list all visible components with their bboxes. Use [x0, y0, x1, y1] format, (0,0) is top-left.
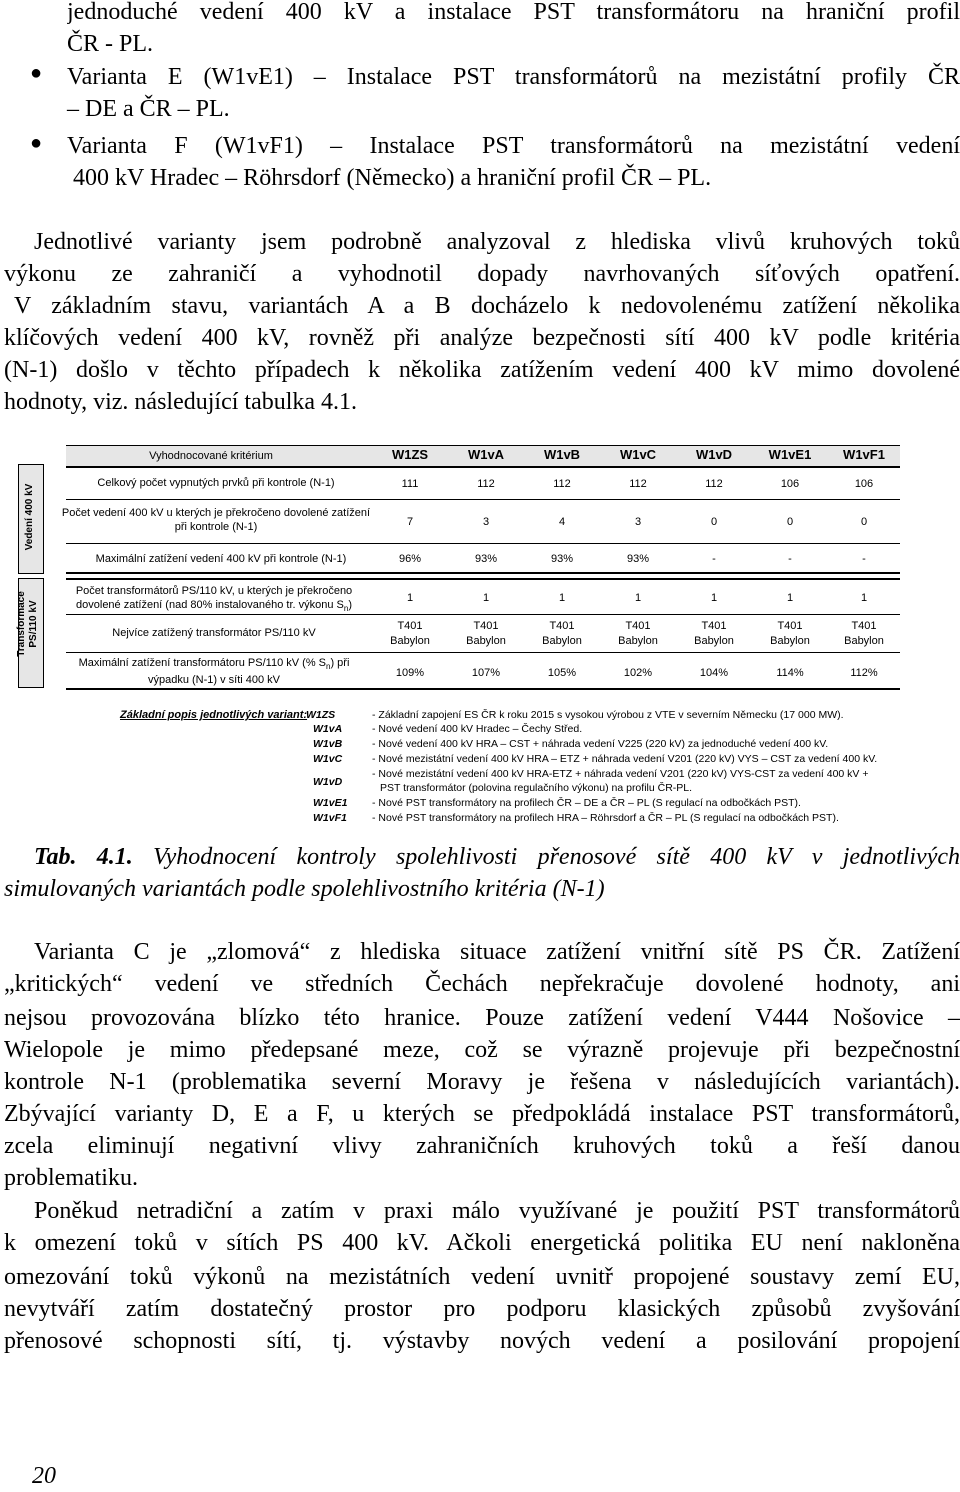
- group-label-transformace: Transformace: [16, 591, 27, 657]
- legend-text: - Nové mezistátní vedení 400 kV HRA – ETZ + náhrada vedení V201 (220 kV) VYS – CST za vedení 400 kV.: [372, 753, 878, 765]
- legend-text: - Nové mezistátní vedení 400 kV HRA-ETZ + náhrada vedení V201 (220 kV) VYS-CST za vedení 400 kV +: [372, 768, 869, 780]
- legend-key: W1vA: [313, 723, 343, 735]
- table-cell: 0: [860, 516, 868, 528]
- legend-text: - Nové vedení 400 kV Hradec – Čechy Střed.: [372, 723, 583, 735]
- table-cell: T401: [851, 620, 877, 632]
- column-header: W1vA: [467, 447, 505, 462]
- bullet-icon: ●: [30, 62, 43, 84]
- row-label-cont: při kontrole (N-1): [174, 521, 258, 533]
- paragraph-line: (N-1) došlo v těchto případech k několika zatížením vedení 400 kV mimo dovolené: [4, 357, 960, 383]
- paragraph-line: kontrole N-1 (problematika severní Moravy je řešena v následujících variantách).: [4, 1069, 960, 1095]
- paragraph-line: problematiku.: [4, 1165, 138, 1191]
- table-cell: 114%: [776, 667, 804, 679]
- row-divider: [66, 572, 900, 574]
- paragraph-line: přenosové schopnosti sítí, tj. výstavby nových vedení a posilování propojení: [4, 1328, 960, 1354]
- paragraph-line: Wielopole je mimo předepsané meze, což se výrazně projevuje při bezpečnostní: [4, 1037, 960, 1063]
- legend-key: W1vD: [313, 776, 343, 788]
- row-divider: [66, 652, 900, 653]
- table-cell: 1: [710, 592, 718, 604]
- paragraph-line: hodnoty, viz. následující tabulka 4.1.: [4, 389, 358, 415]
- column-header: W1vB: [543, 447, 581, 462]
- table-cell: -: [788, 553, 792, 565]
- table-cell: 105%: [547, 667, 577, 679]
- table-cell: 1: [482, 592, 490, 604]
- table-cell: Babylon: [770, 635, 810, 647]
- table-cell: 106: [854, 478, 874, 490]
- table-cell: 111: [401, 478, 419, 490]
- table-cell: T401: [701, 620, 727, 632]
- table-cell: Babylon: [466, 635, 506, 647]
- table-cell: 3: [482, 516, 490, 528]
- paragraph-line: k omezení toků v sítích PS 400 kV. Ačkoli energetická politika EU není nakloněna: [4, 1230, 960, 1256]
- table-cell: Babylon: [844, 635, 884, 647]
- table-cell: -: [862, 553, 866, 565]
- bullet-variant-f: Varianta F (W1vF1) – Instalace PST transformátorů na mezistátní vedení: [67, 133, 960, 159]
- paragraph-line: „kritických“ vedení ve středních Čechách nepřekračuje dovolené hodnoty, ani: [4, 971, 960, 997]
- bullet-variant-e: Varianta E (W1vE1) – Instalace PST transformátorů na mezistátní profily ČR: [67, 64, 960, 90]
- paragraph-line: Poněkud netradiční a zatím v praxi málo využívané je použití PST transformátorů: [34, 1198, 960, 1224]
- table-cell: Babylon: [618, 635, 658, 647]
- table-cell: 112: [553, 478, 571, 490]
- paragraph-line: omezování toků výkonů na mezistátních vedení uvnitř propojené soustavy zemí EU,: [4, 1264, 960, 1290]
- paragraph-line: V základním stavu, variantách A a B docházelo k nedovolenému zatížení několika: [14, 293, 960, 319]
- legend-text: - Základní zapojení ES ČR k roku 2015 s vysokou výrobou z VTE v severním Německu (17 000 MW).: [372, 709, 844, 721]
- row-divider: [66, 543, 900, 544]
- bullet-variant-e-cont: – DE a ČR – PL.: [67, 96, 230, 122]
- row-label: [56, 656, 372, 674]
- table-cell: 3: [634, 516, 642, 528]
- table-cell: 96%: [398, 553, 422, 565]
- table-cell: 93%: [550, 553, 574, 565]
- row-label: Počet transformátorů PS/110 kV, u kterých je překročeno: [75, 585, 353, 597]
- table-cell: 112%: [850, 667, 878, 679]
- table-cell: Babylon: [542, 635, 582, 647]
- legend-key: W1vC: [313, 753, 343, 765]
- row-label-sub: n: [343, 604, 349, 614]
- table-cell: T401: [625, 620, 651, 632]
- table-caption: [34, 841, 960, 873]
- table-cell: 102%: [623, 667, 653, 679]
- table-cell: 1: [558, 592, 566, 604]
- table-cell: Babylon: [694, 635, 734, 647]
- paragraph-line: výkonu ze zahraničí a vyhodnotil dopady navrhovaných síťových opatření.: [4, 261, 960, 287]
- legend-key: W1vF1: [313, 812, 347, 824]
- row-label-tail: ): [348, 599, 352, 611]
- legend-key: W1vB: [313, 738, 343, 750]
- table-cell: 4: [558, 516, 566, 528]
- table-cell: 1: [786, 592, 794, 604]
- table-cell: 1: [406, 592, 414, 604]
- legend-text: - Nové PST transformátory na profilech ČR – DE a ČR – PL (S regulací na odbočkách PST).: [372, 797, 801, 809]
- column-header: W1vF1: [843, 447, 885, 462]
- table-cell: 0: [710, 516, 718, 528]
- table-cell: T401: [777, 620, 803, 632]
- row-divider: [66, 499, 900, 500]
- paragraph-line: Jednotlivé varianty jsem podrobně analyzoval z hlediska vlivů kruhových toků: [34, 229, 960, 255]
- page-number: 20: [32, 1463, 56, 1489]
- legend-key: W1vE1: [313, 797, 348, 809]
- table-caption-cont: simulovaných variantách podle spolehlivostního kritéria (N-1): [4, 876, 605, 902]
- table-cell: 104%: [699, 667, 729, 679]
- row-label: Počet vedení 400 kV u kterých je překročeno dovolené zatížení: [61, 507, 371, 519]
- group-label-vedeni: Vedení 400 kV: [24, 483, 35, 551]
- row-label-tail: ) při: [330, 657, 350, 669]
- row-label: Celkový počet vypnutých prvků při kontrole (N-1): [97, 477, 335, 489]
- legend-title: Základní popis jednotlivých variant:: [120, 709, 308, 721]
- table-cell: 106: [780, 478, 800, 490]
- list-text-line: ČR - PL.: [67, 31, 154, 57]
- criterion-header: Vyhodnocované kritérium: [149, 450, 273, 462]
- bullet-variant-f-cont: 400 kV Hradec – Röhrsdorf (Německo) a hraniční profil ČR – PL.: [73, 165, 712, 191]
- row-label: Nejvíce zatížený transformátor PS/110 kV: [112, 627, 316, 639]
- paragraph-line: nejsou provozována blízko této hranice. Pouze zatížení vedení V444 Nošovice –: [4, 1005, 960, 1031]
- paragraph-line: nevytváří zatím dostatečný prostor pro podporu klasických způsobů zvyšování: [4, 1296, 960, 1322]
- column-header: W1vC: [619, 447, 657, 462]
- caption-label: Tab. 4.1.: [34, 844, 133, 870]
- table-cell: -: [712, 553, 716, 565]
- legend-text: - Nové PST transformátory na profilech HRA – Röhrsdorf a ČR – PL (S regulací na odbočkách PST).: [372, 812, 839, 824]
- row-label-cont: výpadku (N-1) v síti 400 kV: [147, 674, 281, 686]
- table-cell: T401: [473, 620, 499, 632]
- table-cell: T401: [549, 620, 575, 632]
- table-cell: 7: [406, 516, 414, 528]
- table-cell: 109%: [395, 667, 425, 679]
- table-cell: 93%: [626, 553, 650, 565]
- table-cell: 112: [629, 478, 647, 490]
- legend-key: W1ZS: [306, 709, 336, 721]
- table-cell: Babylon: [390, 635, 430, 647]
- legend-text: - Nové vedení 400 kV HRA – CST + náhrada vedení V225 (220 kV) za jednoduché vedení 400 kV.: [372, 738, 829, 750]
- row-divider: [66, 688, 900, 690]
- table-cell: 112: [705, 478, 723, 490]
- row-label: Maximální zatížení vedení 400 kV při kontrole (N-1): [95, 553, 347, 565]
- row-label-text: dovolené zatížení (nad 80% instalovaného tr. výkonu S: [76, 599, 344, 611]
- table-cell: 107%: [471, 667, 501, 679]
- table-cell: 0: [786, 516, 794, 528]
- row-label-cont: [56, 598, 372, 616]
- row-label-text: Maximální zatížení transformátoru PS/110 kV (% S: [78, 657, 326, 669]
- column-header: W1vD: [695, 447, 733, 462]
- row-label-sub: n: [326, 662, 331, 672]
- column-header: W1vE1: [768, 447, 812, 462]
- bullet-icon: ●: [30, 132, 43, 154]
- paragraph-line: klíčových vedení 400 kV, rovněž při analýze bezpečnosti sítí 400 kV podle kritéria: [4, 325, 960, 351]
- paragraph-line: Zbývající varianty D, E a F, u kterých se předpokládá instalace PST transformátorů,: [4, 1101, 960, 1127]
- caption-text: Vyhodnocení kontroly spolehlivosti přenosové sítě 400 kV v jednotlivých: [132, 844, 960, 870]
- paragraph-line: zcela eliminují negativní vlivy zahraničních kruhových toků a řeší danou: [4, 1133, 960, 1159]
- table-cell: 93%: [474, 553, 498, 565]
- table-cell: T401: [397, 620, 423, 632]
- paragraph-line: Varianta C je „zlomová“ z hlediska situace zatížení vnitřní sítě PS ČR. Zatížení: [34, 939, 960, 965]
- list-text-line: jednoduché vedení 400 kV a instalace PST transformátoru na hraniční profil: [67, 0, 960, 25]
- table-cell: 1: [860, 592, 868, 604]
- table-cell: 1: [634, 592, 642, 604]
- column-header: W1ZS: [391, 447, 429, 462]
- group-label-transformace-2: PS/110 kV: [28, 600, 39, 648]
- table-cell: 112: [477, 478, 495, 490]
- legend-text-cont: PST transformátor (polovina regulačního výkonu) na profilu ČR-PL.: [380, 782, 693, 794]
- row-divider: [66, 578, 900, 580]
